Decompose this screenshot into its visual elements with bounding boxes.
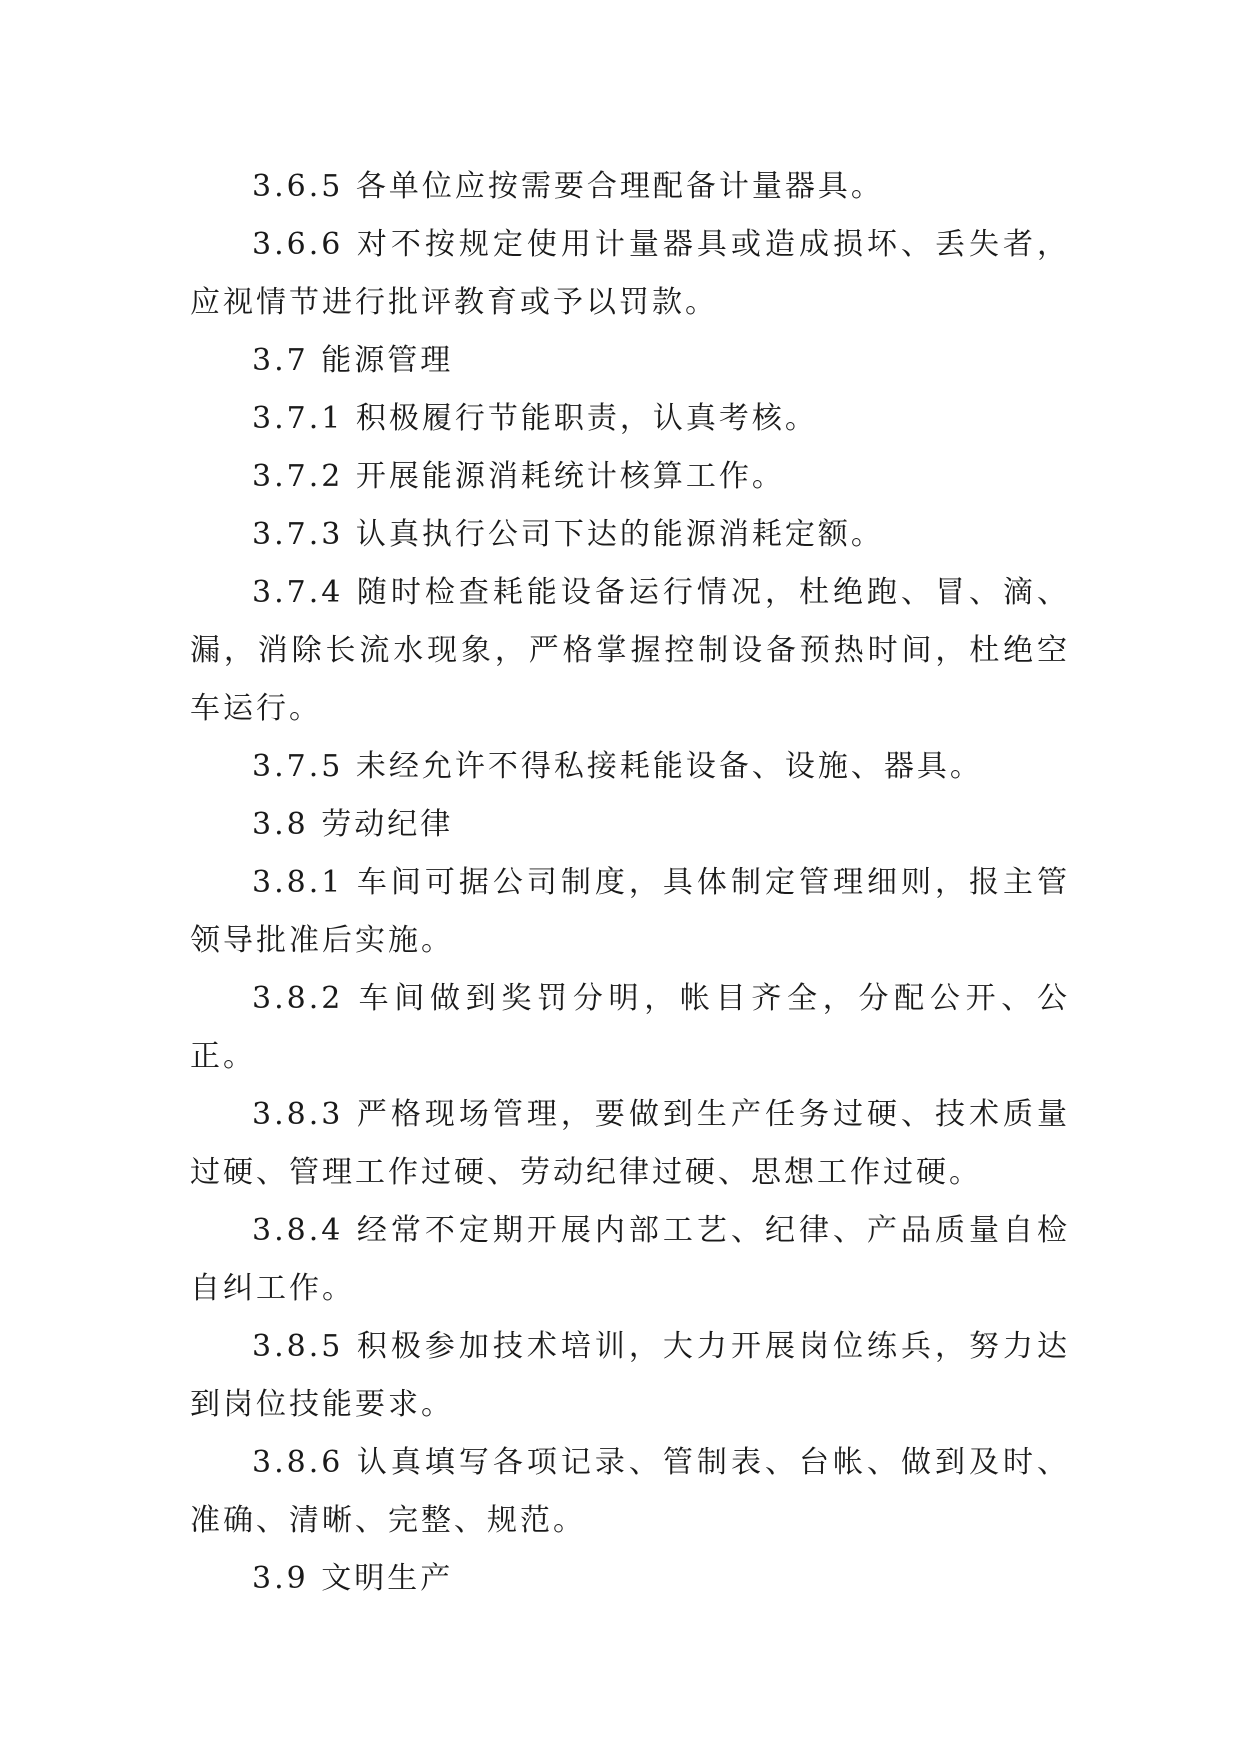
clause-3-8-6: 3.8.6 认真填写各项记录、管制表、台帐、做到及时、准确、清晰、完整、规范。 (190, 1445, 1070, 1538)
clause-3-6-6: 3.6.6 对不按规定使用计量器具或造成损坏、丢失者，应视情节进行批评教育或予以罚款。 (190, 227, 1070, 320)
section-heading-3-7: 3.7 能源管理 (252, 343, 454, 378)
clause-3-8-3: 3.8.3 严格现场管理，要做到生产任务过硬、技术质量过硬、管理工作过硬、劳动纪律过硬、思想工作过硬。 (190, 1097, 1070, 1190)
clause-3-7-2: 3.7.2 开展能源消耗统计核算工作。 (252, 459, 785, 494)
clause-3-7-5: 3.7.5 未经允许不得私接耗能设备、设施、器具。 (252, 749, 983, 784)
section-heading-3-8: 3.8 劳动纪律 (252, 807, 454, 842)
clause-3-7-3: 3.7.3 认真执行公司下达的能源消耗定额。 (252, 517, 884, 552)
clause-3-8-2: 3.8.2 车间做到奖罚分明，帐目齐全，分配公开、公正。 (190, 981, 1070, 1074)
document-body (190, 158, 1070, 1608)
section-heading-3-9: 3.9 文明生产 (252, 1561, 454, 1596)
clause-3-8-1: 3.8.1 车间可据公司制度，具体制定管理细则，报主管领导批准后实施。 (190, 865, 1070, 958)
clause-3-8-5: 3.8.5 积极参加技术培训，大力开展岗位练兵，努力达到岗位技能要求。 (190, 1329, 1070, 1422)
clause-3-6-5: 3.6.5 各单位应按需要合理配备计量器具。 (252, 169, 884, 204)
clause-3-7-4: 3.7.4 随时检查耗能设备运行情况，杜绝跑、冒、滴、漏，消除长流水现象，严格掌握控制设备预热时间，杜绝空车运行。 (190, 575, 1070, 726)
clause-3-8-4: 3.8.4 经常不定期开展内部工艺、纪律、产品质量自检自纠工作。 (190, 1213, 1070, 1306)
clause-3-7-1: 3.7.1 积极履行节能职责，认真考核。 (252, 401, 818, 436)
